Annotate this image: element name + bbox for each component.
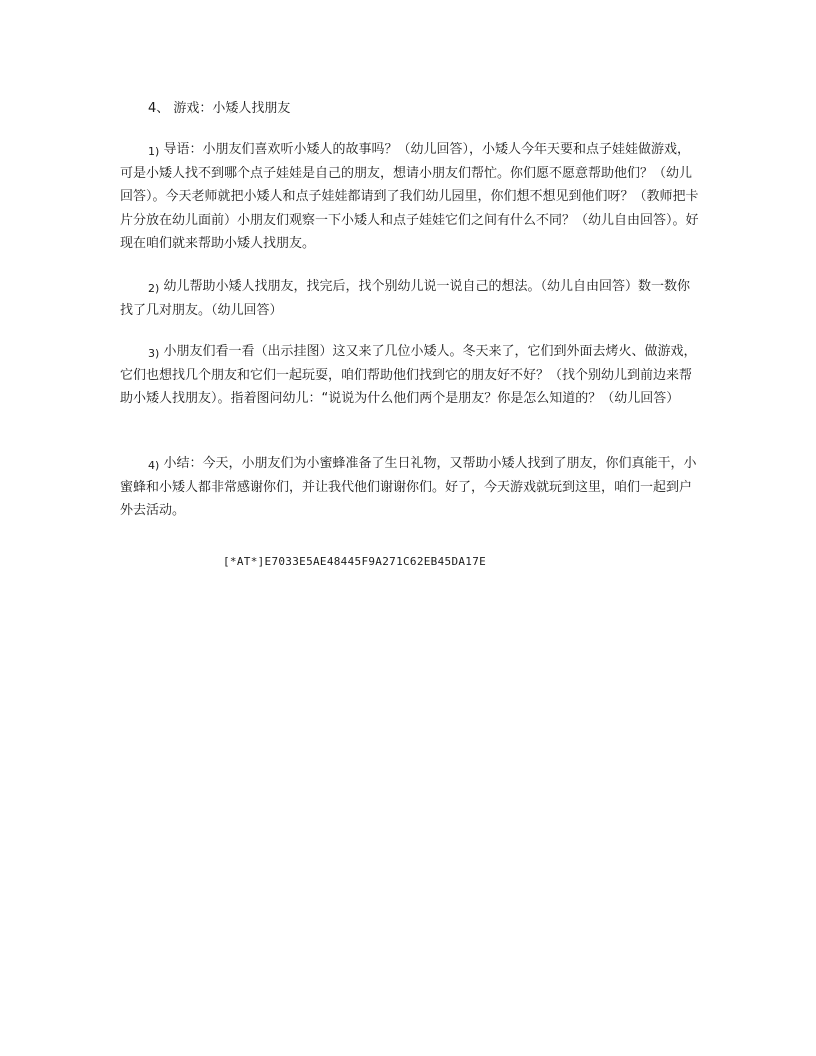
document-code: [*AT*]E7033E5AE48445F9A271C62EB45DA17E <box>223 555 487 568</box>
section-number: 4、 <box>148 101 170 116</box>
paragraph-1 <box>120 138 700 256</box>
paragraph-4 <box>120 452 700 523</box>
paragraph-4-text: 小结：今天，小朋友们为小蜜蜂准备了生日礼物，又帮助小矮人找到了朋友，你们真能干，小蜜蜂和小矮人都非常感谢你们，并让我代他们谢谢你们。好了，今天游戏就玩到这里，咱们一起到户外去活动。 <box>120 456 697 518</box>
paragraph-2 <box>120 275 700 322</box>
paragraph-4-number: 4) <box>148 459 160 472</box>
paragraph-2-text: 幼儿帮助小矮人找朋友，找完后，找个别幼儿说一说自己的想法。（幼儿自由回答）数一数你找了几对朋友。（幼儿回答） <box>120 279 690 318</box>
paragraph-3 <box>120 340 700 411</box>
paragraph-1-text: 导语：小朋友们喜欢听小矮人的故事吗？（幼儿回答），小矮人今年天要和点子娃娃做游戏，可是小矮人找不到哪个点子娃娃是自己的朋友，想请小朋友们帮忙。你们愿不愿意帮助他们？（幼儿回答）。今天老师就把小矮人和点子娃娃都请到了我们幼儿园里，你们想不想见到他们呀？（教师把卡片分放在幼儿面前）小朋友们观察一下小矮人和点子娃娃它们之间有什么不同？（幼儿自由回答）。好现在咱们就来帮助小矮人找朋友。 <box>120 142 699 251</box>
paragraph-1-number: 1) <box>148 145 160 158</box>
paragraph-3-text: 小朋友们看一看（出示挂图）这又来了几位小矮人。冬天来了，它们到外面去烤火、做游戏，它们也想找几个朋友和它们一起玩耍，咱们帮助他们找到它的朋友好不好？（找个别幼儿到前边来帮助小矮人找朋友）。指着图问幼儿：“说说为什么他们两个是朋友？你是怎么知道的？（幼儿回答） <box>120 344 697 406</box>
section-title: 游戏：小矮人找朋友 <box>173 101 291 116</box>
paragraph-2-number: 2) <box>148 282 160 295</box>
paragraph-3-number: 3) <box>148 347 160 360</box>
section-heading <box>148 100 290 118</box>
